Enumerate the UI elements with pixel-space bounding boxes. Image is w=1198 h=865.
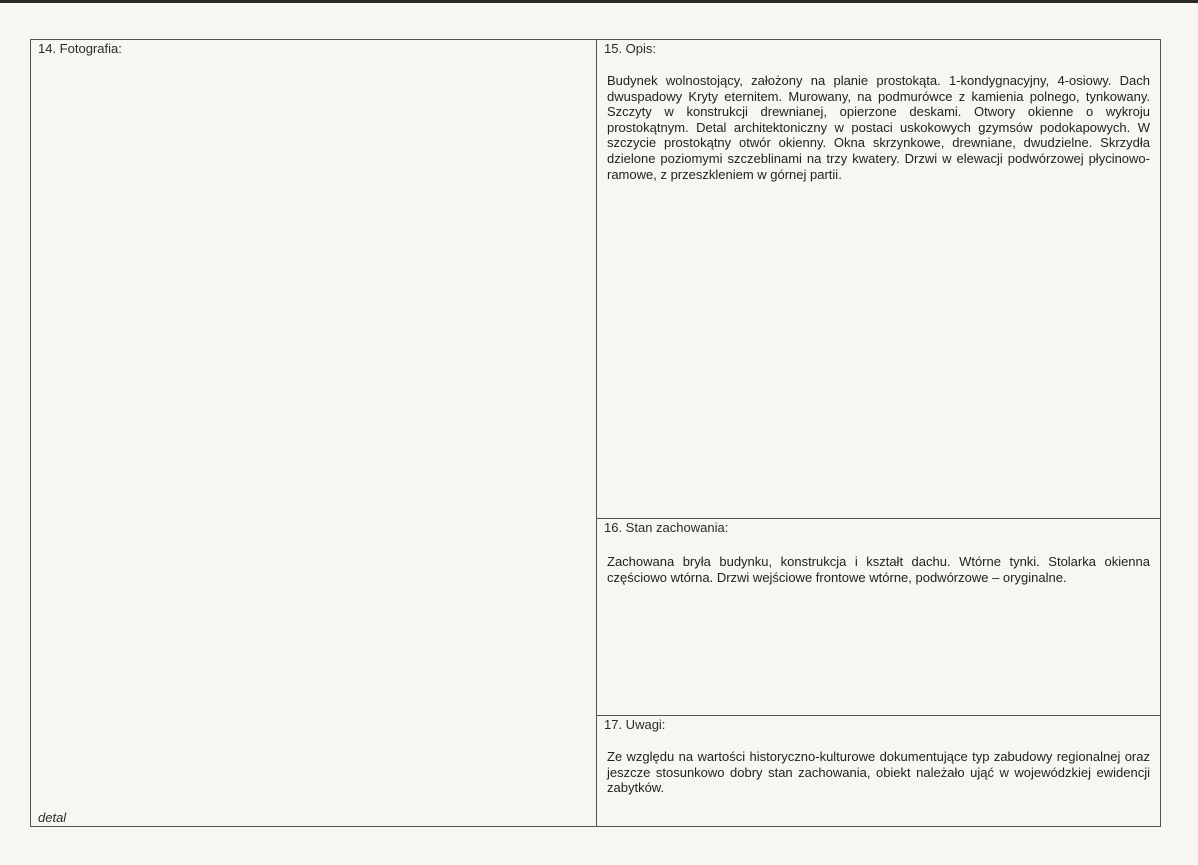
remarks-text: Ze względu na wartości historyczno-kulturowe dokumentujące typ zabudowy regionalnej oraz jeszcze stosunkowo dobry stan zachowania, obiekt należało ująć w wojewódzkiej ewidencji zabytków. [607, 749, 1150, 796]
scan-top-edge [0, 0, 1198, 3]
description-section-label: 15. Opis: [604, 41, 657, 56]
record-card-form [30, 39, 1161, 827]
description-text: Budynek wolnostojący, założony na planie prostokąta. 1-kondygnacyjny, 4-osiowy. Dach dwuspadowy Kryty eternitem. Murowany, na podmurówce z kamienia polnego, tynkowany. Szczyty w konstrukcji drewnianej, opierzone deskami. Otwory okienne o wykroju prostokątnym. Detal architektoniczny w postaci uskokowych gzymsów podokapowych. W szczycie prostokątny otwór okienny. Okna skrzynkowe, drewniane, dwudzielne. Skrzydła dzielone poziomymi szczeblinami na trzy kwatery. Drzwi w elewacji podwórzowej płycinowo-ramowe, z przeszkleniem w górnej partii. [607, 73, 1150, 182]
remarks-section-label: 17. Uwagi: [604, 717, 666, 732]
description-section [597, 40, 1160, 519]
condition-section-label: 16. Stan zachowania: [604, 520, 729, 535]
remarks-section [597, 716, 1160, 826]
condition-section [597, 519, 1160, 716]
photo-section [31, 40, 597, 826]
photo-placeholder [37, 62, 590, 804]
condition-text: Zachowana bryła budynku, konstrukcja i kształt dachu. Wtórne tynki. Stolarka okienna częściowo wtórna. Drzwi wejściowe frontowe wtórne, podwórzowe – oryginalne. [607, 554, 1150, 585]
photo-caption: detal [38, 810, 67, 825]
photo-section-label: 14. Fotografia: [38, 41, 122, 56]
